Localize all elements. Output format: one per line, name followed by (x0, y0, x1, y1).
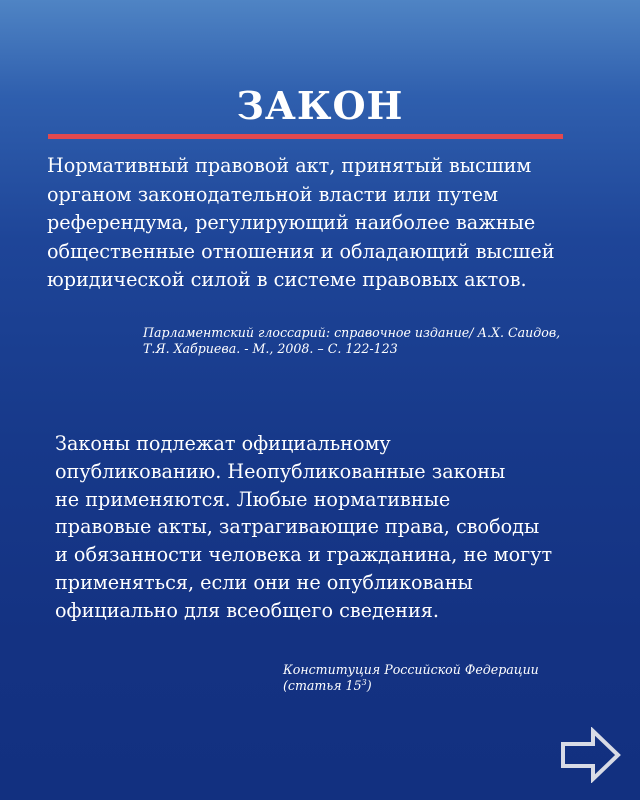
source-line: Т.Я. Хабриева. - М., 2008. – С. 122-123 (143, 341, 398, 356)
laws-line: официально для всеобщего сведения. (55, 598, 439, 622)
source-article-sup: 3 (361, 677, 367, 687)
laws-text (55, 430, 595, 625)
constitution-source (283, 662, 583, 694)
definition-line: референдума, регулирующий наиболее важные (47, 211, 536, 235)
definition-source (143, 325, 613, 357)
definition-text (47, 152, 607, 295)
source-article: (статья 15 (283, 678, 362, 693)
next-button[interactable] (560, 727, 622, 783)
right-arrow-icon (560, 727, 622, 783)
title-underline (48, 134, 563, 139)
laws-line: и обязанности человека и гражданина, не могут (55, 543, 553, 567)
source-line (283, 678, 583, 694)
laws-line: Законы подлежат официальному (55, 432, 391, 455)
definition-line: общественные отношения и обладающий высшей (47, 239, 555, 263)
source-article-end: ) (366, 678, 372, 693)
definition-line: органом законодательной власти или путем (47, 182, 499, 206)
laws-line: опубликованию. Неопубликованные законы (55, 459, 506, 483)
definition-line: юридической силой в системе правовых актов. (47, 268, 527, 292)
page-title: ЗАКОН (236, 83, 404, 128)
source-line: Конституция Российской Федерации (283, 662, 539, 677)
definition-line: Нормативный правовой акт, принятый высшим (47, 154, 532, 177)
laws-line: применяться, если они не опубликованы (55, 570, 473, 594)
source-line: Парламентский глоссарий: справочное издание/ А.Х. Саидов, (143, 325, 561, 340)
laws-line: не применяются. Любые нормативные (55, 487, 451, 511)
laws-line: правовые акты, затрагивающие права, свободы (55, 515, 540, 539)
